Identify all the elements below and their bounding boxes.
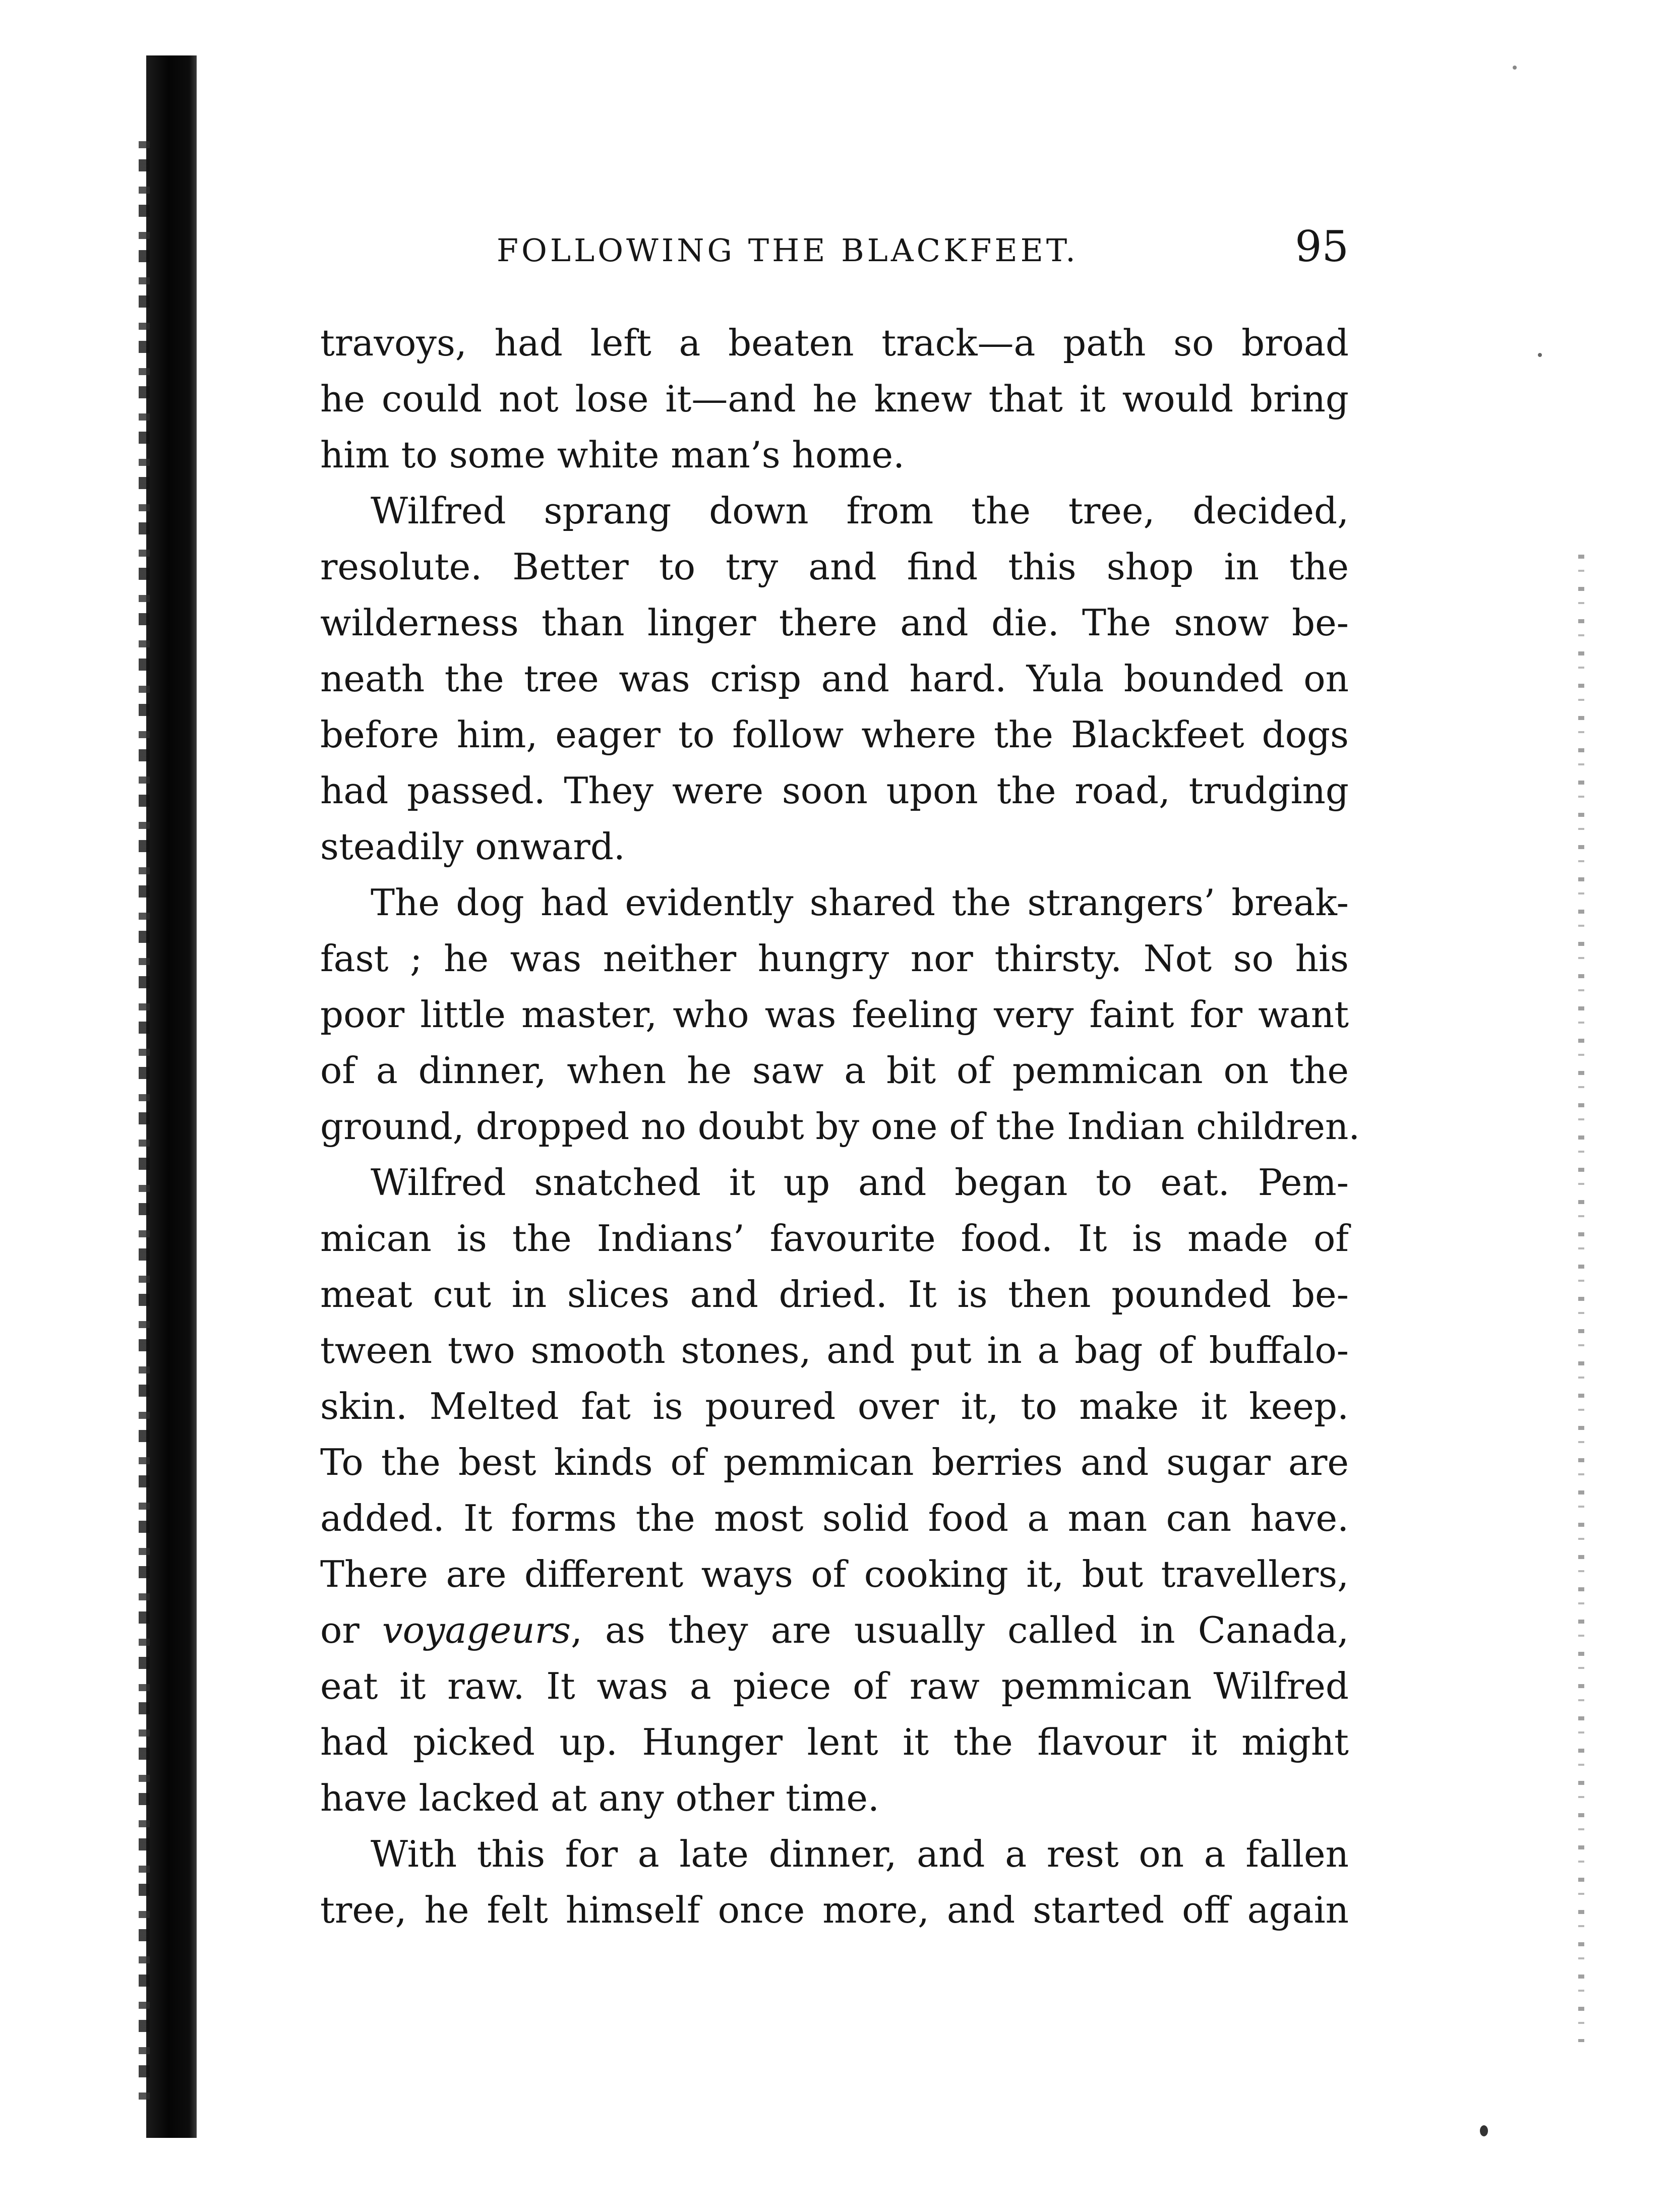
page-number: 95: [1295, 222, 1349, 271]
text-line: had picked up. Hunger lent it the flavour it might: [320, 1721, 1349, 1763]
running-head: [320, 222, 1349, 277]
text-line: steadily onward.: [320, 825, 625, 868]
text-line: travoys, had left a beaten track—a path so broad: [320, 322, 1349, 364]
text-line: With this for a late dinner, and a rest on a fallen: [371, 1833, 1349, 1875]
text-line: or voyageurs, as they are usually called in Canada,: [320, 1609, 1349, 1651]
text-line: Wilfred snatched it up and began to eat. Pem-: [371, 1161, 1349, 1204]
running-title: FOLLOWING THE BLACKFEET.: [497, 232, 1079, 269]
text-line: There are different ways of cooking it, but travellers,: [320, 1553, 1349, 1595]
text-line: added. It forms the most solid food a man can have.: [320, 1497, 1349, 1539]
ink-speck: [1538, 353, 1542, 357]
text-line: meat cut in slices and dried. It is then pounded be-: [320, 1273, 1349, 1316]
ink-speck: [1513, 66, 1517, 70]
text-line: eat it raw. It was a piece of raw pemmican Wilfred: [320, 1665, 1349, 1707]
text-line: of a dinner, when he saw a bit of pemmican on the: [320, 1049, 1349, 1092]
binding-shadow: [139, 141, 150, 2108]
text-line: Wilfred sprang down from the tree, decided,: [371, 490, 1349, 532]
text-line: have lacked at any other time.: [320, 1777, 879, 1819]
body-text: [320, 315, 1360, 1938]
text-line: mican is the Indians’ favourite food. It is made of: [320, 1217, 1349, 1260]
ink-speck: [1480, 2125, 1488, 2136]
scan-edge-marks: [1578, 555, 1584, 2042]
text-line: fast ; he was neither hungry nor thirsty. Not so his: [320, 937, 1349, 980]
text-line: tree, he felt himself once more, and started off again: [320, 1889, 1349, 1931]
text-line: skin. Melted fat is poured over it, to make it keep.: [320, 1385, 1349, 1427]
text-line: he could not lose it—and he knew that it would bring: [320, 378, 1349, 420]
text-line: him to some white man’s home.: [320, 434, 905, 476]
text-line: before him, eager to follow where the Blackfeet dogs: [320, 713, 1349, 756]
text-line: had passed. They were soon upon the road, trudging: [320, 769, 1349, 812]
text-line: poor little master, who was feeling very faint for want: [320, 993, 1349, 1036]
text-line: resolute. Better to try and find this shop in the: [320, 546, 1349, 588]
text-line: To the best kinds of pemmican berries and sugar are: [320, 1441, 1349, 1483]
text-line: ground, dropped no doubt by one of the Indian children.: [320, 1105, 1360, 1148]
book-binding-edge: [146, 55, 197, 2138]
text-line: The dog had evidently shared the strangers’ break-: [371, 881, 1349, 924]
text-line: neath the tree was crisp and hard. Yula bounded on: [320, 657, 1349, 700]
text-line: tween two smooth stones, and put in a bag of buffalo-: [320, 1329, 1349, 1371]
text-line: wilderness than linger there and die. The snow be-: [320, 602, 1349, 644]
